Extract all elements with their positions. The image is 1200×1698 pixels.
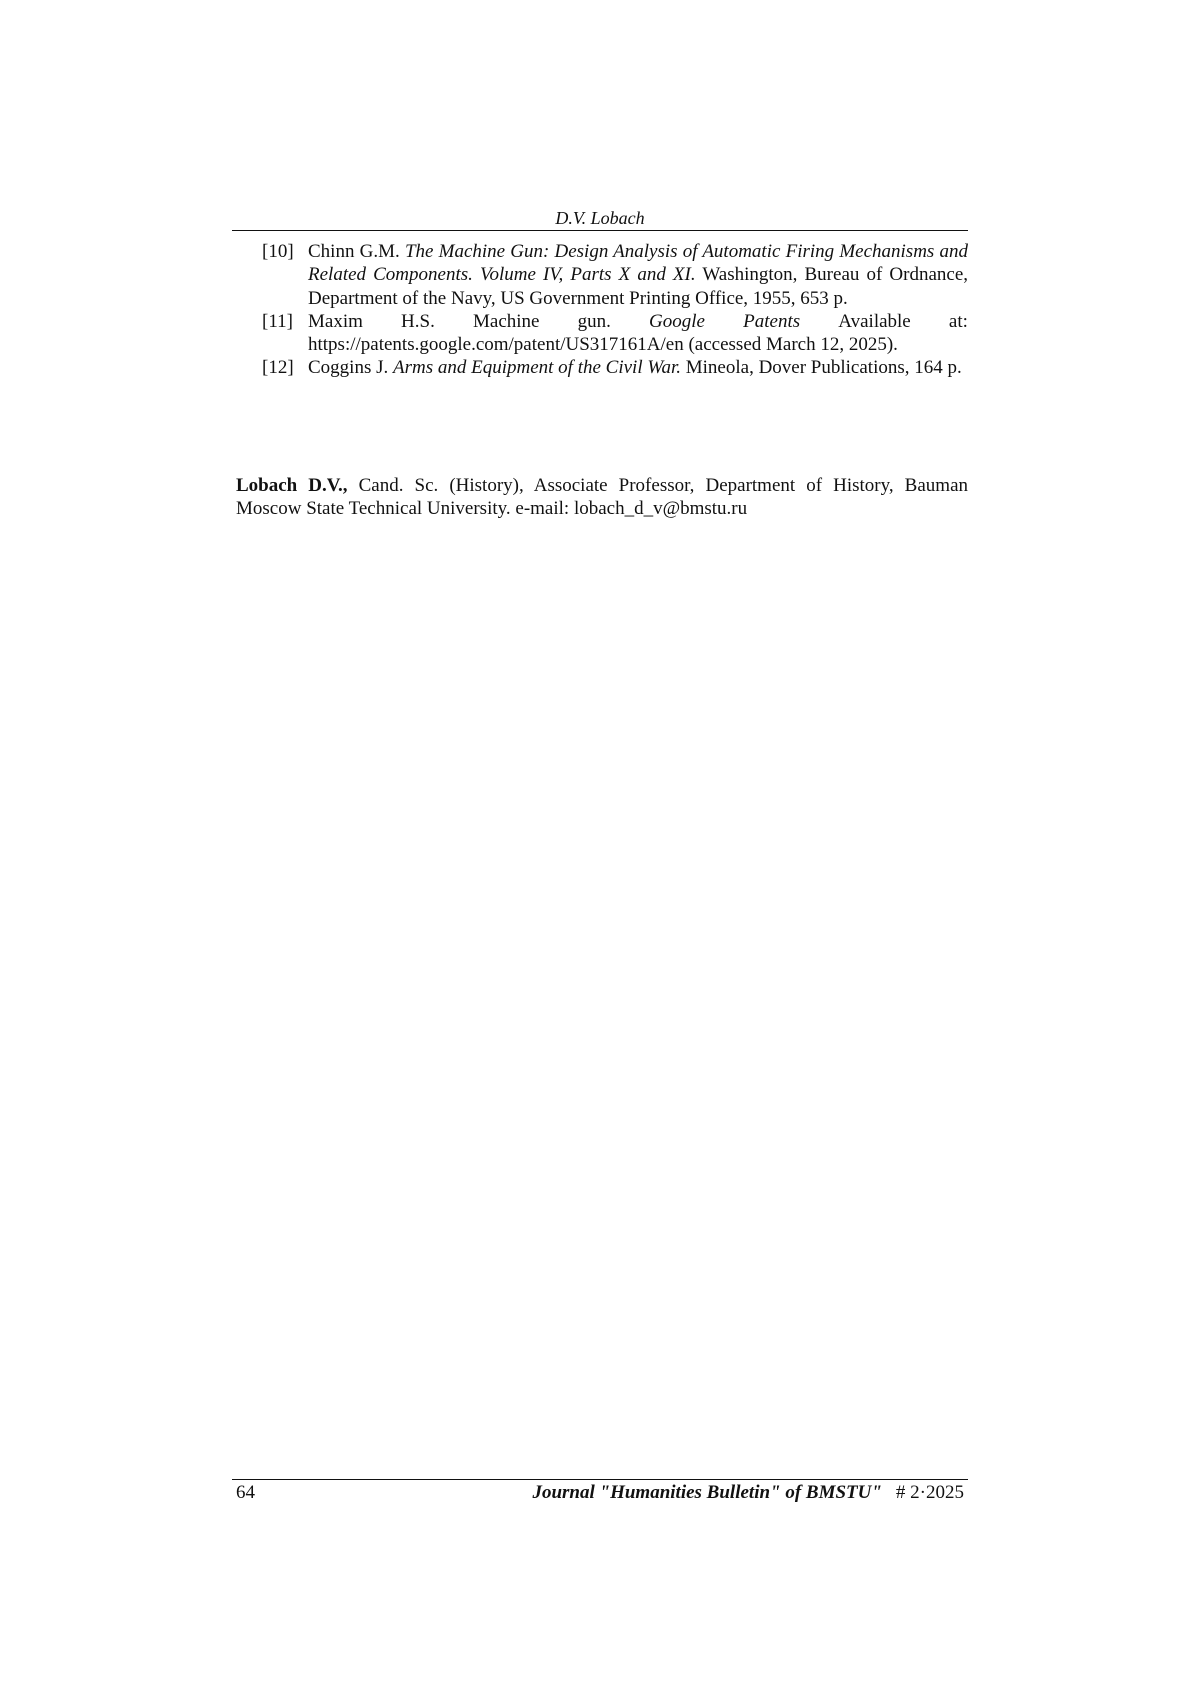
reference-number: [12] — [262, 357, 294, 379]
reference-item — [262, 310, 968, 357]
reference-title: Arms and Equipment of the Civil War. — [393, 357, 681, 379]
reference-number: [10] — [262, 241, 294, 262]
reference-title-word: Machine — [473, 310, 540, 332]
author-name: Lobach D.V., — [236, 475, 348, 496]
reference-details: Mineola, Dover Publications, 164 p. — [681, 357, 962, 379]
reference-author: Coggins J. — [308, 357, 393, 379]
footer-rule — [232, 1479, 968, 1480]
reference-text — [308, 310, 968, 357]
reference-author: Maxim — [308, 310, 363, 332]
reference-item — [262, 240, 968, 310]
journal-name: Journal "Humanities Bulletin" of BMSTU" — [532, 1482, 882, 1503]
reference-title: The Machine Gun: Design Analysis of Automatic Firing Mechanisms and Related Components. Volume IV, Parts X and XI. — [308, 241, 968, 286]
reference-source-word: Patents — [743, 310, 801, 332]
issue-number: # 2·2025 — [895, 1482, 964, 1503]
reference-details: Washington, Bureau of Ordnance, Department of the Navy, US Government Printing Office, 1955, 653 p. — [308, 264, 968, 309]
reference-source-word: Google — [649, 310, 705, 332]
running-head: D.V. Lobach — [555, 208, 645, 228]
reference-author-initials: H.S. — [401, 310, 435, 332]
reference-list — [262, 240, 968, 380]
reference-availability-word: Available — [838, 310, 911, 332]
reference-author: Chinn G.M. — [308, 241, 405, 262]
reference-text — [308, 356, 968, 379]
page-number: 64 — [236, 1482, 255, 1503]
reference-first-line — [308, 310, 968, 333]
author-info — [236, 474, 968, 521]
reference-number: [11] — [262, 310, 293, 332]
reference-item — [262, 356, 968, 379]
author-details: Cand. Sc. (History), Associate Professor, Department of History, Bauman Moscow State Technical University. e-mail: lobach_d_v@bmstu.ru — [236, 475, 968, 520]
reference-url-line: https://patents.google.com/patent/US317161A/en (accessed March 12, 2025). — [308, 334, 898, 356]
reference-title-word: gun. — [577, 310, 611, 332]
reference-availability-word: at: — [948, 310, 968, 332]
footer-journal — [532, 1481, 964, 1505]
header-rule — [232, 230, 968, 231]
reference-text — [308, 240, 968, 310]
